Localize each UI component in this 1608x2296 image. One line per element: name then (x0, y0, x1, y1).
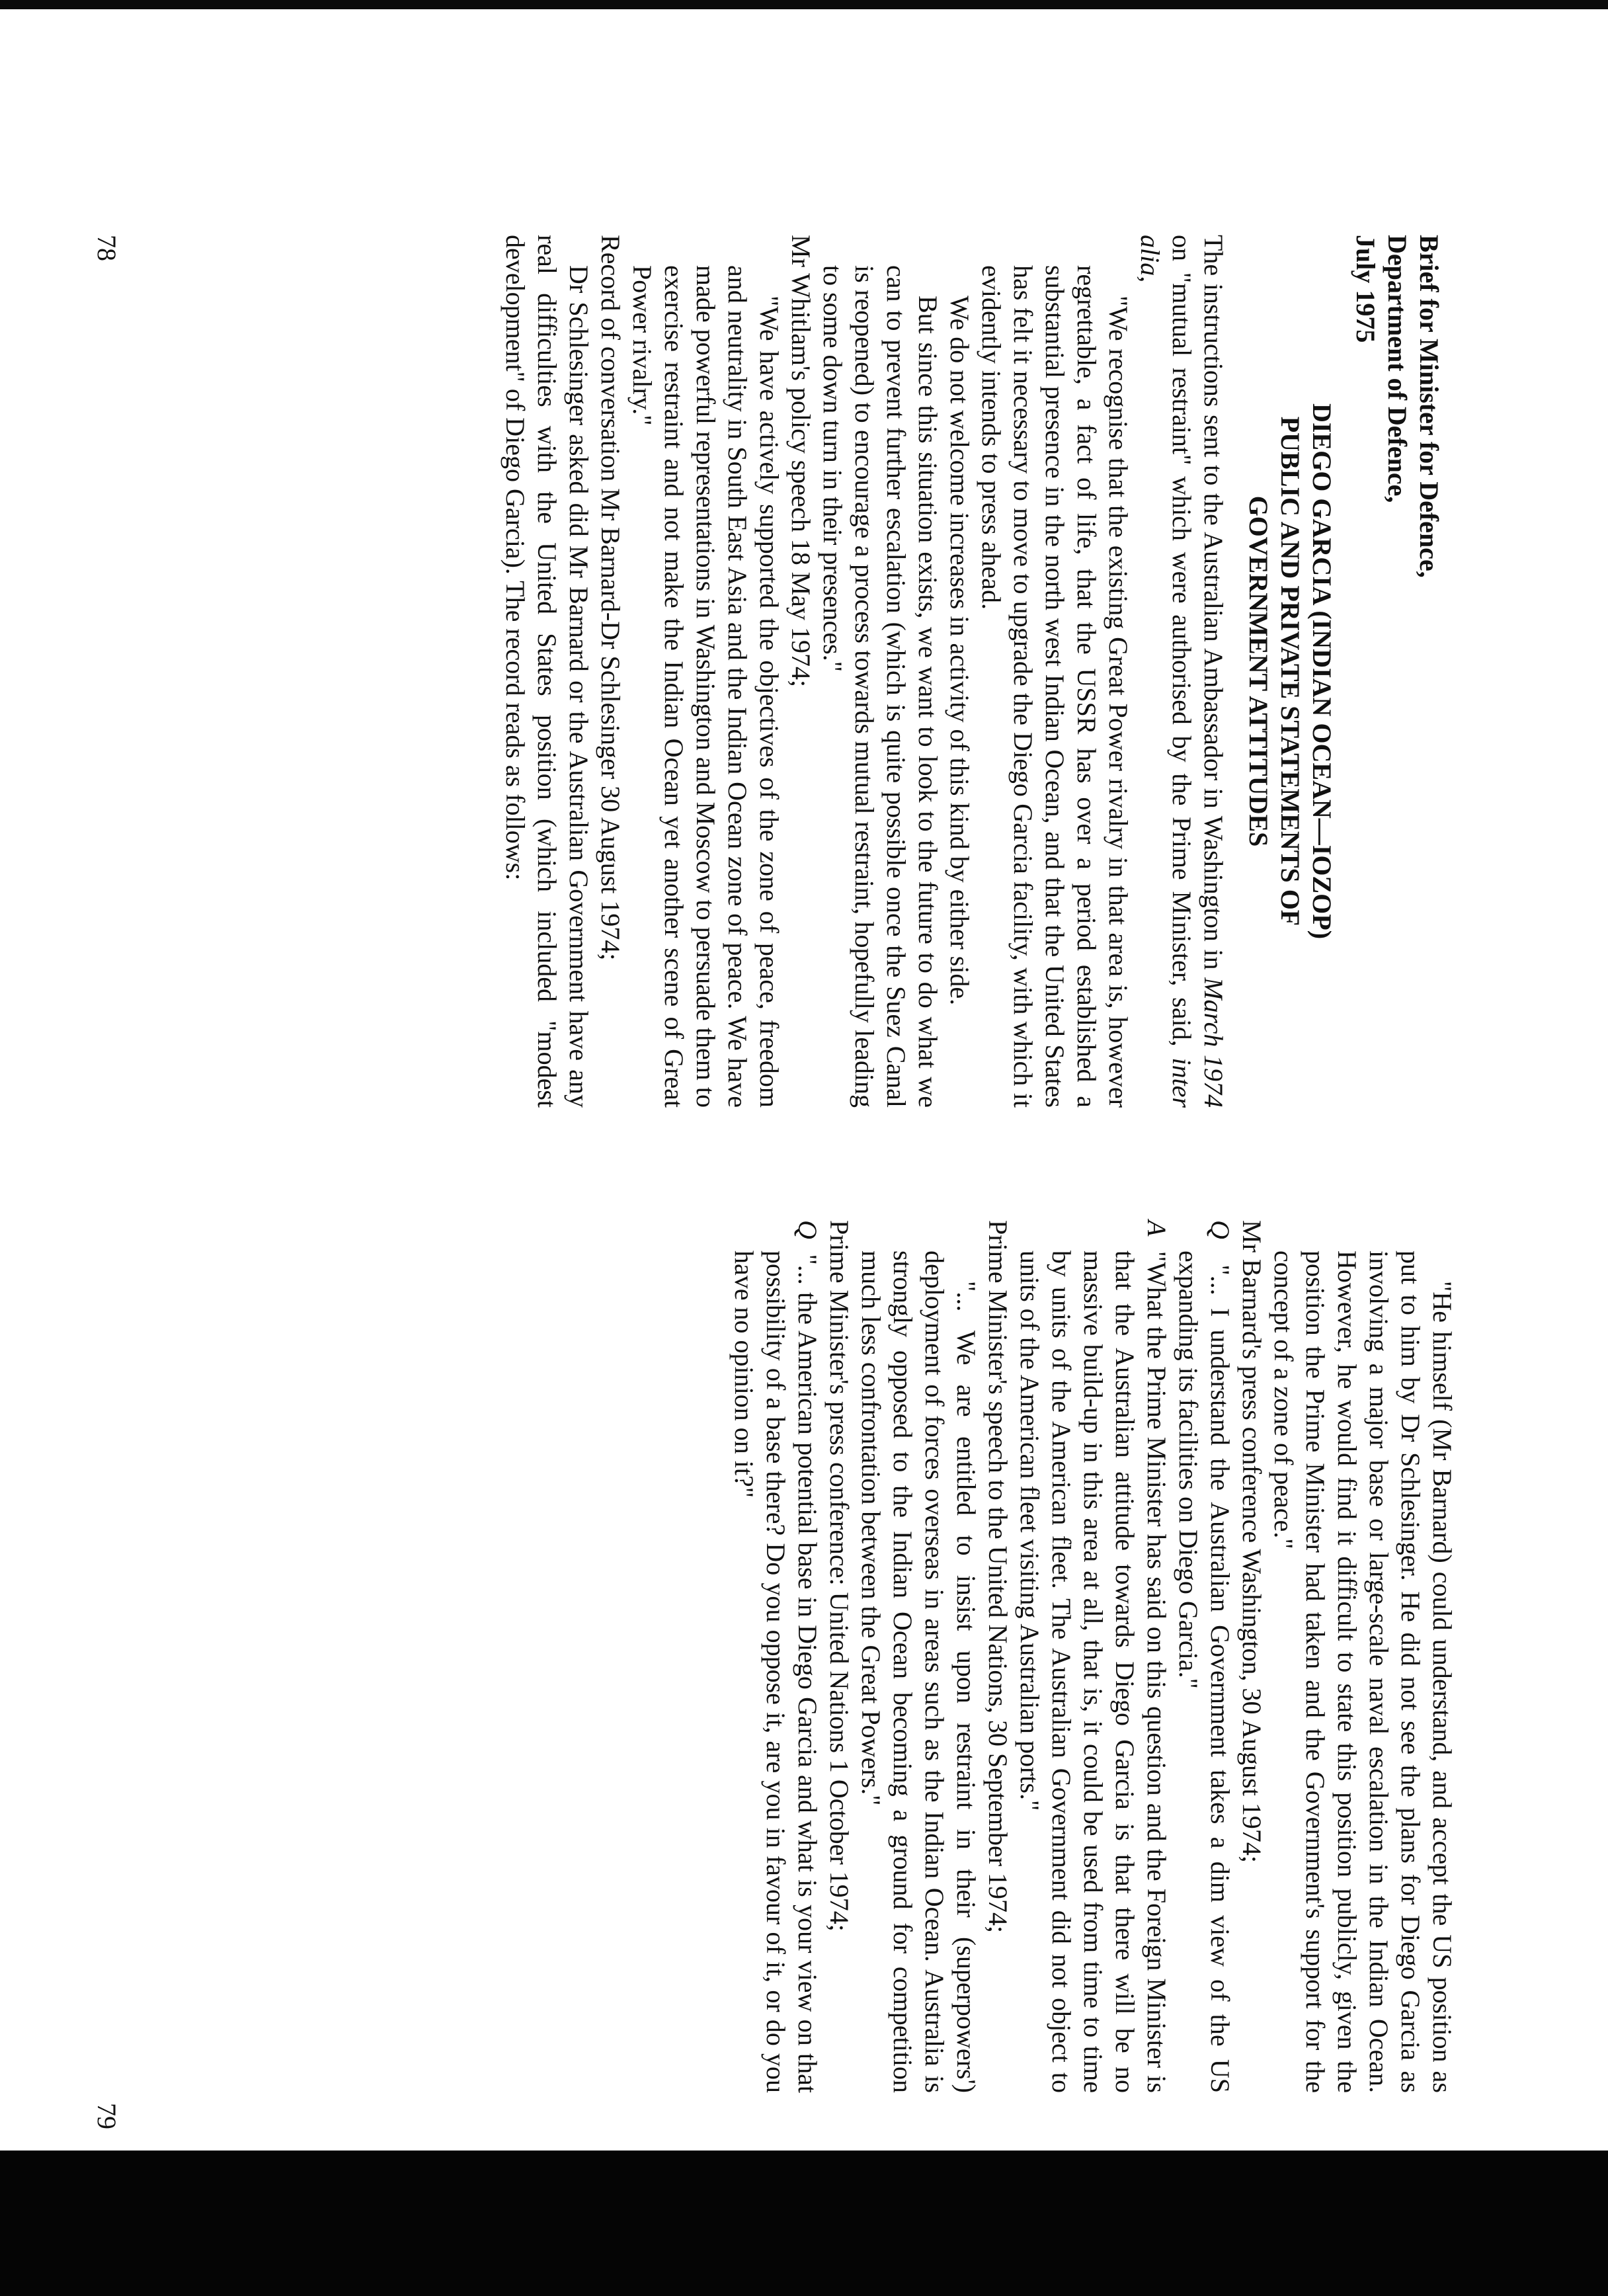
scan-bottom-edge (0, 2151, 1608, 2296)
para1-date: March 1974 (1199, 977, 1228, 1108)
heading-pm-press: Prime Minister's press conference: United Nations 1 October 1974; (824, 1220, 854, 1932)
q1-label: Q (1205, 1220, 1235, 1239)
title-line-3: GOVERNMENT ATTITUDES (1244, 495, 1273, 847)
quote-barnard-understanding: "He himself (Mr Barnard) could understand, and accept the US position as put to him by Dr Schlesinger. He did not see the plans for Diego Garcia as involving a major base or large-scale naval escalation in the Indian Ocean. However, he would find it difficult to state this position publicly, given the position the Prime Minister had taken and the Government's support for the concept of a zone of peace." (1269, 1250, 1457, 2093)
answer-1 (1014, 1220, 1172, 2093)
brief-line-3: July 1975 (1351, 235, 1381, 343)
para1-inter-alia: inter alia, (1135, 235, 1197, 1108)
document-title (1242, 235, 1338, 1108)
heading-un-speech: Prime Minister's speech to the United Nations, 30 September 1974; (983, 1220, 1013, 1934)
scan-top-edge (0, 0, 1608, 9)
right-page-text (728, 1220, 1458, 2093)
heading-whitlam-speech: Mr Whitlam's policy speech 18 May 1974; (786, 235, 816, 688)
para1-text-a: The instructions sent to the Australian Ambassador in Washington in (1199, 235, 1228, 978)
paragraph-schlesinger: Dr Schlesinger asked did Mr Barnard or the Australian Government have any real difficulties with the United States position (which included "modest development" of Diego Garcia). The record reads as follows: (501, 235, 594, 1108)
q2-text: "... the American potential base in Diego Garcia and what is your view on that possibility of a base there? Do you oppose it, are you in favour of it, or do you have no opinion on it?" (729, 1250, 823, 2093)
page-number-78: 78 (92, 235, 122, 261)
quote-restraint-1: "We recognise that the existing Great Power rivalry in that area is, however regrettable, a fact of life, that the USSR has over a period established a substantial presence in the north west Indian Ocean, and that the United States has felt it necessary to move to upgrade the Diego Garcia facility, with which it evidently intends to press ahead. (977, 265, 1133, 1108)
heading-record-conversation: Record of conversation Mr Barnard-Dr Schlesinger 30 August 1974; (596, 235, 625, 961)
page-number-79: 79 (92, 2103, 122, 2129)
quote-zone-of-peace: "We have actively supported the objectives of the zone of peace, freedom and neutrality in South East Asia and the Indian Ocean zone of peace. We have made powerful representations in Washington and Moscow to persuade them to exercise restraint and not make the Indian Ocean yet another scene of Great Power rivalry." (627, 265, 784, 1108)
quote-restraint-3: But since this situation exists, we want to look to the future to do what we can to prevent further escalation (which is quite possible once the Suez Canal is reopened) to encourage a process towards mutual restraint, hopefully leading to some down turn in their presences." (818, 265, 943, 1108)
quote-superpowers: "... We are entitled to insist upon restraint in their (superpowers') deployment of forces overseas in areas such as the Indian Ocean. Australia is strongly opposed to the Indian Ocean becoming a ground for competition much less confrontation between the Great Powers." (856, 1250, 981, 2093)
question-1 (1172, 1220, 1236, 2093)
heading-barnard-press: Mr Barnard's press conference Washington, 30 August 1974; (1237, 1220, 1267, 1863)
question-2 (728, 1220, 823, 2093)
q1-text: "... I understand the Australian Government takes a dim view of the US expanding its facilities on Diego Garcia." (1174, 1250, 1235, 2093)
title-line-1: DIEGO GARCIA (INDIAN OCEAN—IOZOP) (1307, 403, 1337, 940)
q2-label: Q (793, 1220, 823, 1239)
a1-text: "What the Prime Minister has said on this question and the Foreign Minister is that the Australian attitude towards Diego Garcia is that there will be no massive build-up in this area at all, that is, it could be used from time to time by units of the American fleet. The Australian Government did not object to units of the American fleet visiting Australian ports." (1015, 1250, 1172, 2093)
paragraph-instructions (1134, 235, 1229, 1108)
brief-line-1: Brief for Minister for Defence, (1414, 235, 1444, 578)
para1-text-c: on "mutual restraint" which were authorised by the Prime Minister, said, (1167, 235, 1197, 1058)
left-page-text (499, 235, 1445, 1108)
brief-line-2: Department of Defence, (1383, 235, 1412, 503)
a1-label: A (1142, 1220, 1172, 1237)
quote-restraint-2: We do not welcome increases in activity of this kind by either side. (945, 296, 975, 1006)
title-line-2: PUBLIC AND PRIVATE STATEMENTS OF (1275, 416, 1305, 926)
